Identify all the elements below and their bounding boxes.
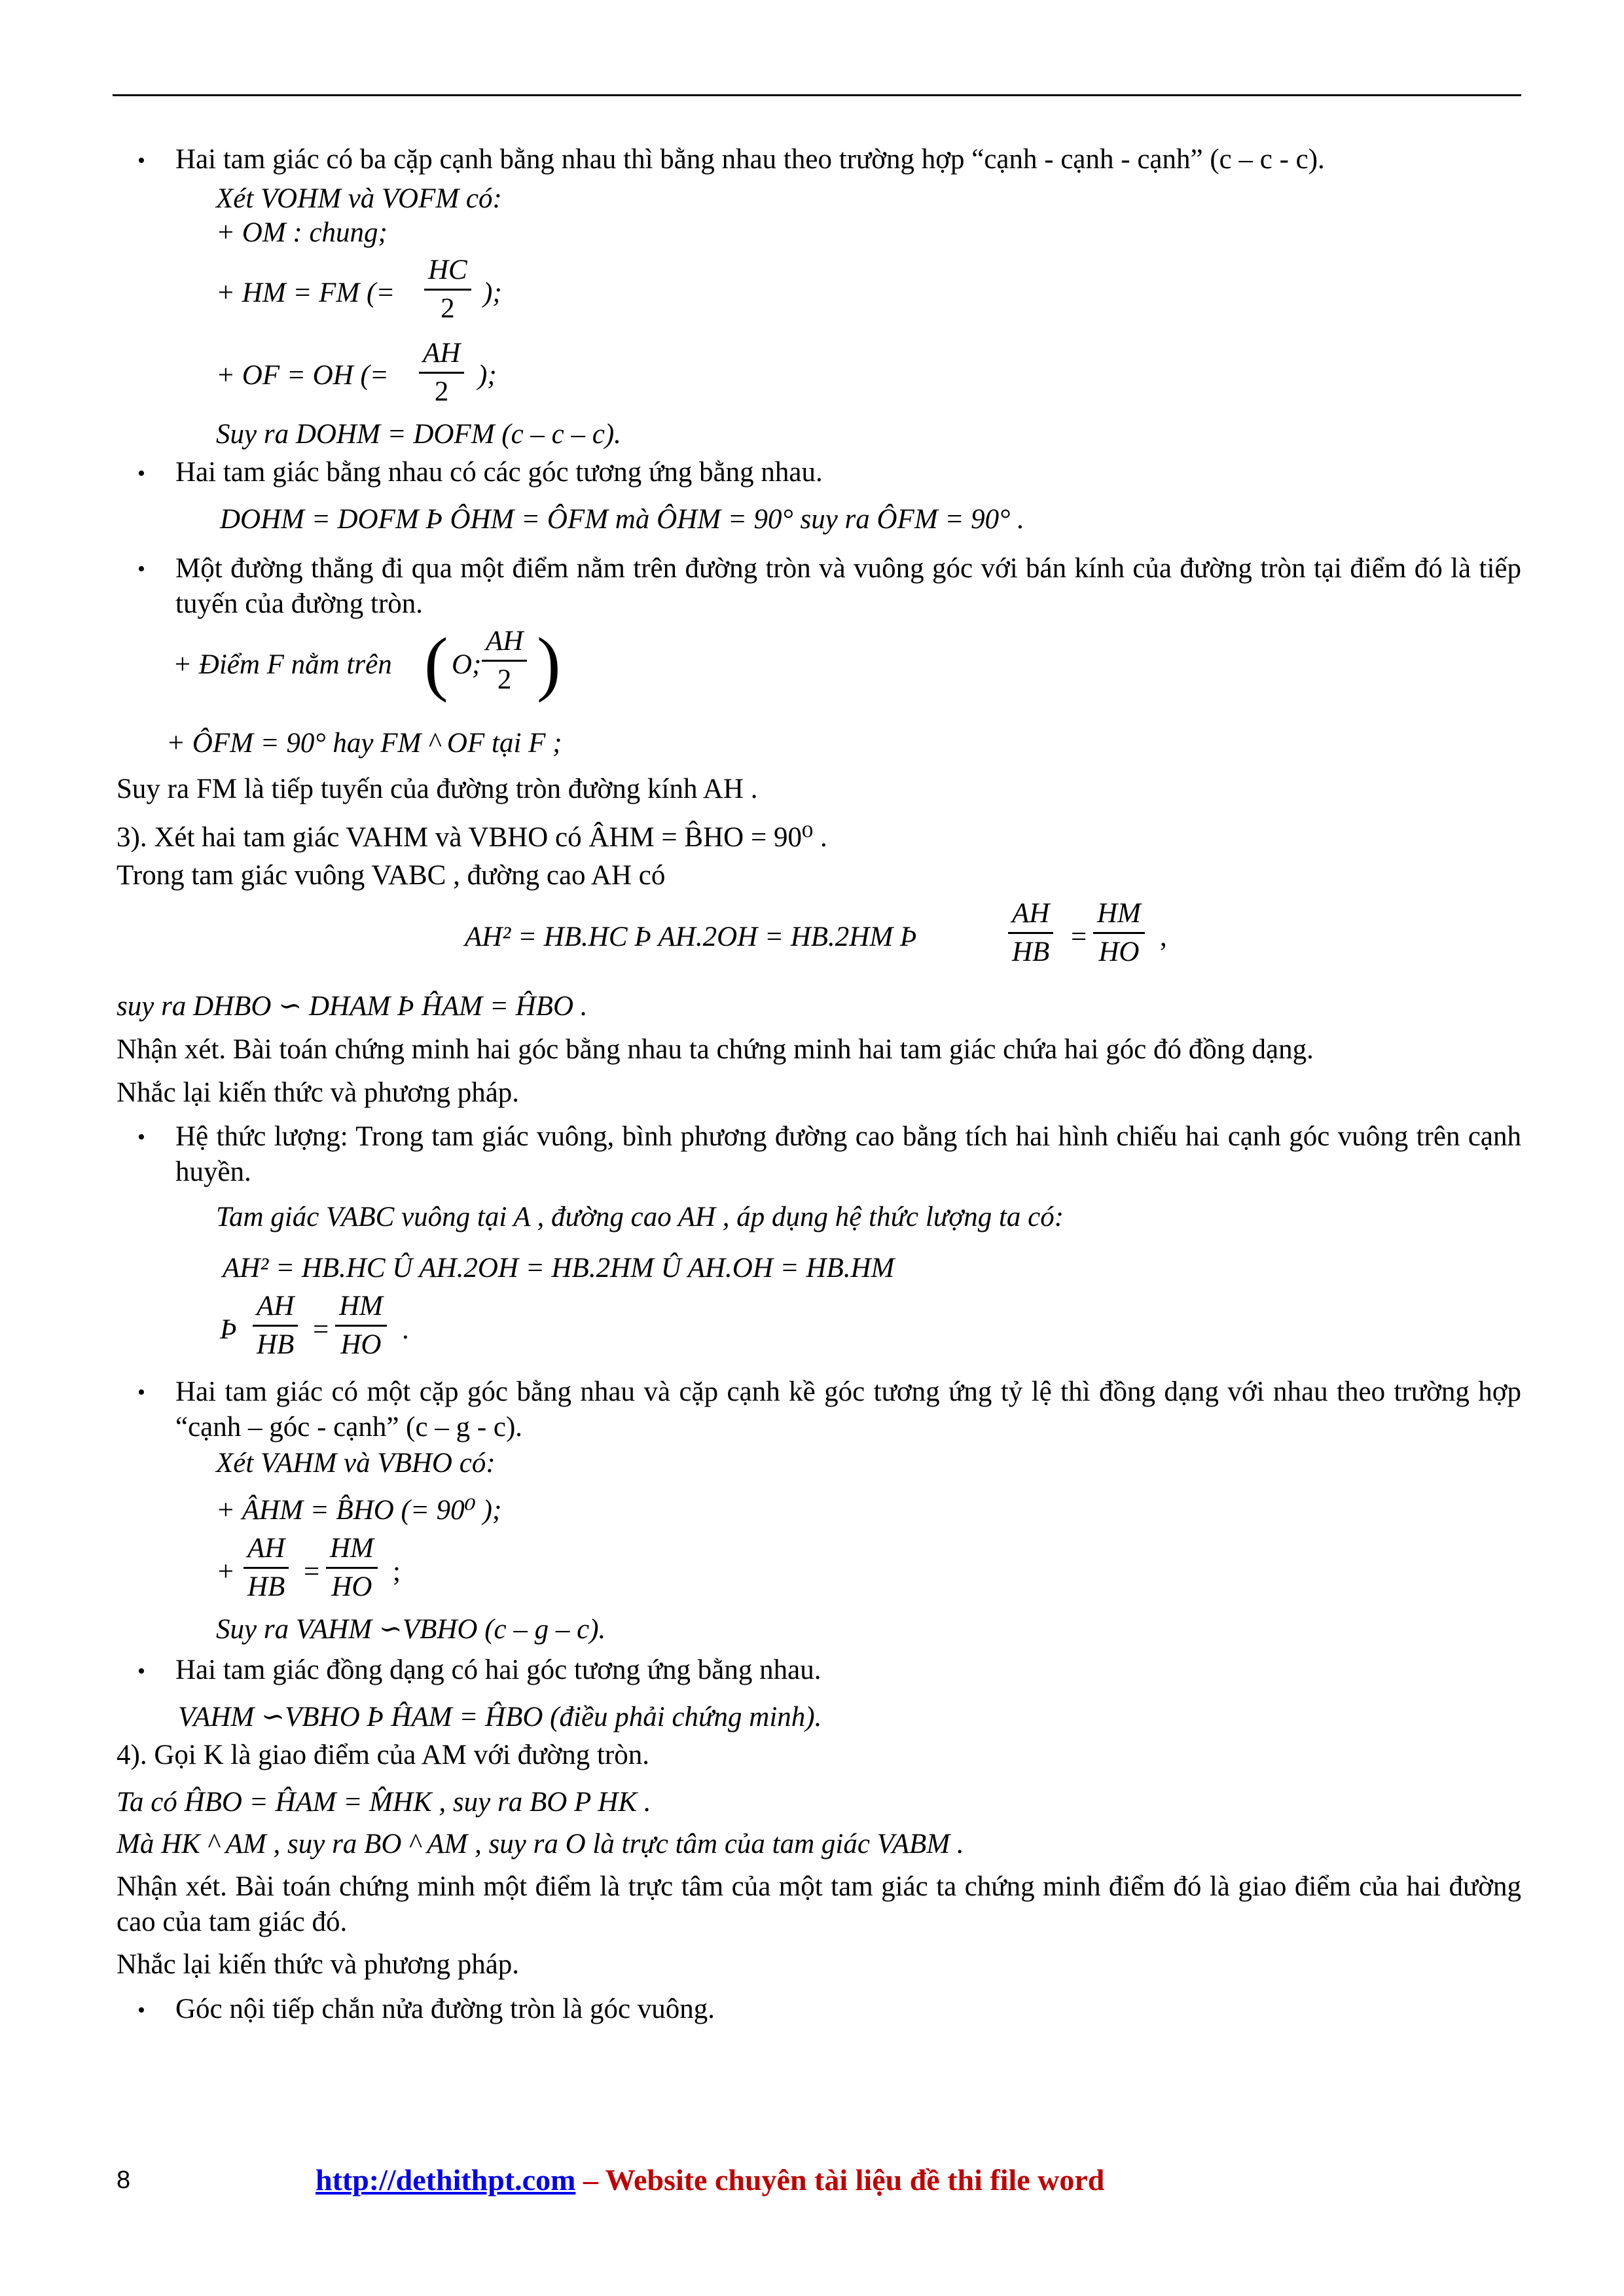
fraction — [1093, 895, 1145, 971]
math-line: Mà HK ^ AM , suy ra BO ^ AM , suy ra O là trực tâm của tam giác VABM . — [117, 1829, 964, 1859]
fraction — [482, 623, 527, 698]
math-line: + Điểm F nằm trên — [173, 649, 392, 680]
section-heading: Nhắc lại kiến thức và phương pháp. — [117, 1077, 520, 1108]
fraction — [1008, 895, 1053, 971]
fraction-numerator: HM — [330, 1533, 374, 1564]
equals-sign: = — [304, 1556, 320, 1587]
bullet-text: Một đường thẳng đi qua một điểm nằm trên đường tròn và vuông góc với bán kính của đường tròn tại điểm đó là tiếp tuyến của đường tròn. — [175, 553, 1521, 619]
math-line: + — [216, 1556, 236, 1587]
math-line: AH² = HB.HC Þ AH.2OH = HB.2HM Þ — [465, 922, 918, 952]
math-line: + OM : chung; — [216, 217, 388, 248]
math-line: ); — [478, 360, 497, 391]
math-line: DOHM = DOFM Þ ÔHM = ÔFM mà ÔHM = 90° suy ra ÔFM = 90° . — [220, 504, 1024, 535]
fraction-numerator: HM — [339, 1291, 383, 1321]
fraction-numerator: AH — [1012, 898, 1050, 929]
fraction-denominator: HO — [331, 1571, 372, 1602]
math-line: + OF = OH (= — [216, 360, 389, 391]
fraction-numerator: AH — [247, 1533, 285, 1564]
fraction — [244, 1530, 289, 1605]
math-line: Þ — [220, 1314, 238, 1345]
fraction — [326, 1530, 378, 1605]
fraction-numerator: HC — [428, 255, 467, 285]
math-line: suy ra DHBO ∽ DHAM Þ ĤAM = ĤBO . — [117, 991, 588, 1022]
fraction-numerator: AH — [423, 338, 461, 368]
math-line: AH² = HB.HC Û AH.2OH = HB.2HM Û AH.OH = HB.HM — [223, 1253, 895, 1283]
math-line: Suy ra DOHM = DOFM (c – c – c). — [216, 419, 621, 450]
footer-link[interactable]: http://dethithpt.com — [316, 2163, 576, 2197]
fraction — [335, 1288, 387, 1363]
remark-text: Nhận xét. Bài toán chứng minh một điểm là trực tâm của một tam giác ta chứng minh điểm đó là giao điểm của hai đường cao của tam giác đó. — [117, 1871, 1521, 1937]
bullet-icon: • — [137, 1380, 145, 1405]
math-line: Xét VOHM và VOFM có: — [216, 183, 502, 214]
text-line: Trong tam giác vuông VABC , đường cao AH có — [117, 860, 666, 891]
fraction — [253, 1288, 298, 1363]
fraction-denominator: HB — [247, 1571, 285, 1602]
math-line: VAHM ∽VBHO Þ ĤAM = ĤBO (điều phải chứng minh). — [178, 1702, 822, 1732]
bullet-text: Hai tam giác đồng dạng có hai góc tương ứng bằng nhau. — [175, 1655, 821, 1685]
fraction-denominator: 2 — [497, 664, 512, 695]
fraction-numerator: AH — [486, 626, 524, 656]
math-line: Tam giác VABC vuông tại A , đường cao AH , áp dụng hệ thức lượng ta có: — [216, 1202, 1064, 1232]
fraction-denominator: HB — [1012, 937, 1050, 967]
bullet-text: Hệ thức lượng: Trong tam giác vuông, bình phương đường cao bằng tích hai hình chiếu hai cạnh góc vuông trên cạnh huyền. — [175, 1121, 1521, 1187]
fraction-denominator: HO — [1098, 937, 1140, 967]
fraction — [419, 335, 464, 410]
bullet-text: Góc nội tiếp chắn nửa đường tròn là góc vuông. — [175, 1994, 715, 2024]
text-line: 4). Gọi K là giao điểm của AM với đường tròn. — [117, 1740, 649, 1770]
paren-close-icon: ) — [537, 623, 561, 703]
math-line: + ÂHM = B̂HO (= 90⁰ ); — [216, 1495, 502, 1526]
math-line: ; — [393, 1556, 401, 1587]
math-line: , — [1160, 922, 1167, 952]
bullet-icon: • — [137, 1998, 145, 2022]
section-heading: Nhắc lại kiến thức và phương pháp. — [117, 1949, 520, 1980]
math-line: + HM = FM (= — [216, 278, 395, 308]
equals-sign: = — [313, 1314, 329, 1345]
text-line: Suy ra FM là tiếp tuyến của đường tròn đường kính AH . — [117, 774, 758, 804]
math-line: Xét VAHM và VBHO có: — [216, 1448, 496, 1479]
page-number: 8 — [117, 2166, 131, 2194]
math-line: Suy ra VAHM ∽VBHO (c – g – c). — [216, 1614, 606, 1645]
math-line: ); — [483, 278, 502, 308]
bullet-icon: • — [137, 1125, 145, 1149]
text-line: 3). Xét hai tam giác VAHM và VBHO có ÂHM = B̂HO = 90⁰ . — [117, 822, 827, 853]
fraction-denominator: HO — [340, 1329, 382, 1360]
math-line: Ta có ĤBO = ĤAM = M̂HK , suy ra BO P HK . — [117, 1787, 651, 1818]
paren-open-icon: ( — [424, 623, 448, 703]
bullet-text: Hai tam giác có ba cặp cạnh bằng nhau thì bằng nhau theo trường hợp “cạnh - cạnh - cạnh” (c – c - c). — [175, 144, 1325, 175]
bullet-icon: • — [137, 461, 145, 486]
bullet-icon: • — [137, 557, 145, 581]
fraction-denominator: 2 — [434, 376, 449, 407]
math-line: + ÔFM = 90° hay FM ^ OF tại F ; — [166, 728, 562, 759]
bullet-icon: • — [137, 149, 145, 173]
footer-text: – Website chuyên tài liệu đề thi file word — [575, 2163, 1105, 2197]
bullet-icon: • — [137, 1659, 145, 1683]
fraction-numerator: AH — [257, 1291, 295, 1321]
fraction-denominator: HB — [257, 1329, 295, 1360]
footer — [316, 2162, 1104, 2197]
fraction-numerator: HM — [1097, 898, 1141, 929]
math-line: . — [402, 1314, 409, 1345]
fraction — [424, 252, 471, 327]
fraction-denominator: 2 — [441, 293, 455, 324]
equals-sign: = — [1071, 922, 1087, 952]
bullet-text: Hai tam giác bằng nhau có các góc tương ứng bằng nhau. — [175, 457, 823, 488]
header-rule — [113, 94, 1521, 96]
bullet-text: Hai tam giác có một cặp góc bằng nhau và cặp cạnh kề góc tương ứng tỷ lệ thì đồng dạng với nhau theo trường hợp “cạnh – góc - cạnh” (c – g - c). — [175, 1376, 1521, 1443]
math-line: O; — [452, 649, 482, 680]
remark-text: Nhận xét. Bài toán chứng minh hai góc bằng nhau ta chứng minh hai tam giác chứa hai góc đó đồng dạng. — [117, 1034, 1314, 1065]
